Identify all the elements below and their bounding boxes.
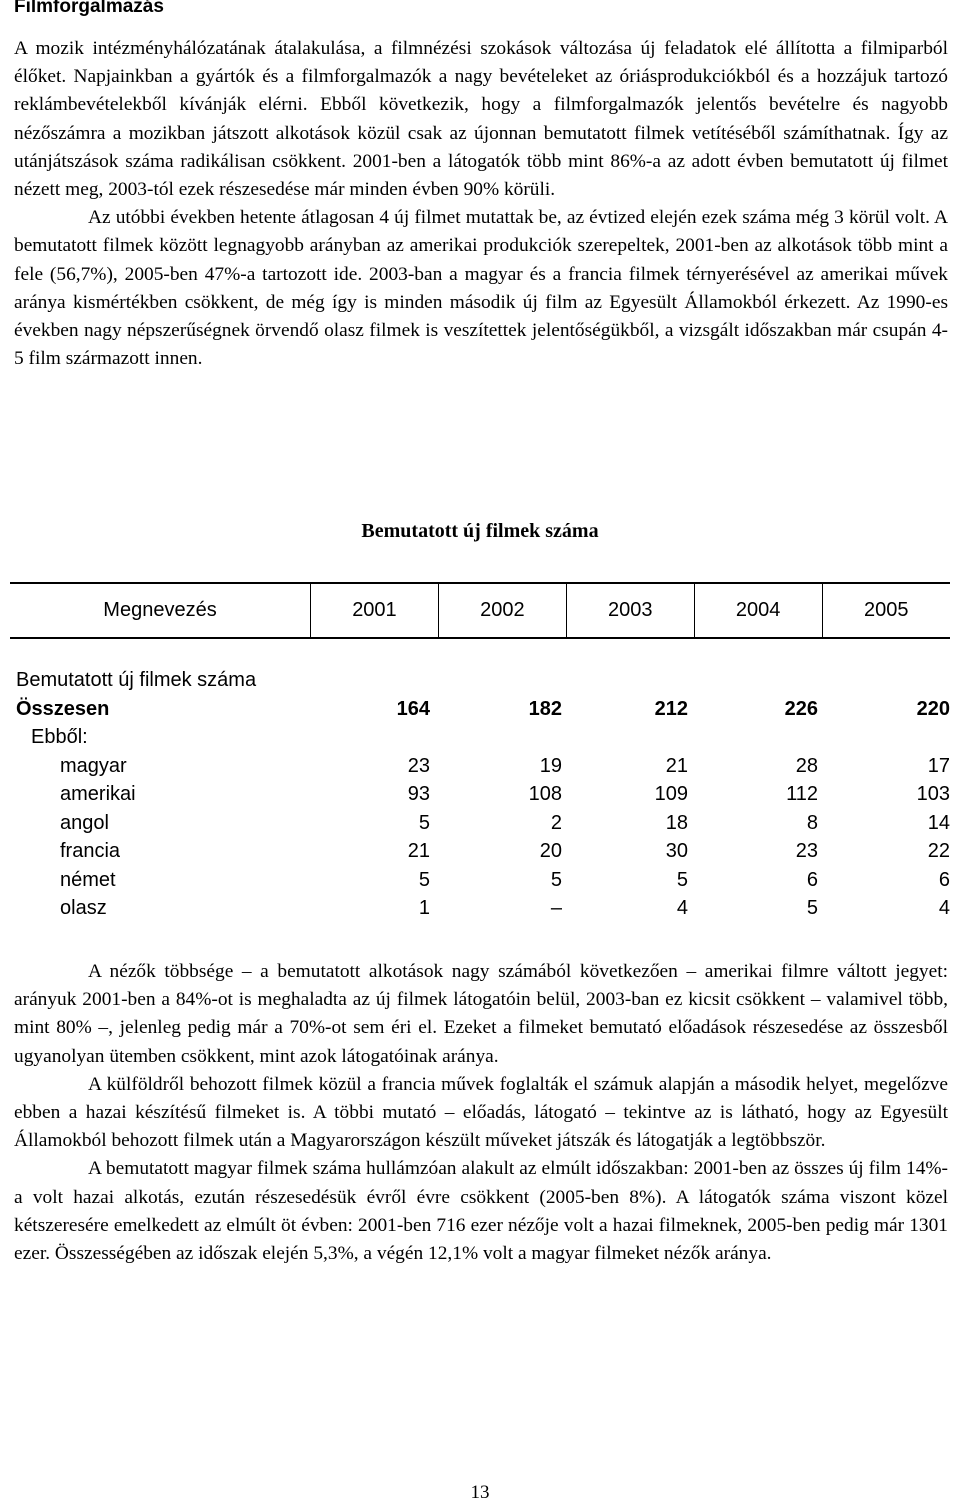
- table-total-row: [16, 695, 950, 724]
- table-cell: 22: [927, 840, 950, 862]
- paragraph: A mozik intézményhálózatának átalakulása, a filmnézési szokások változása új feladatok elé állította a filmiparból élőket. Napjainkban a gyártók és a filmforgalmazók a nagy bevételeket az óriásprodukciókból és a hozzájuk tartozó reklámbevételekből kívánják elérni. Ebből következik, hogy a filmforgalmazók jelentős bevételre és nagyobb nézőszámra a mozikban játszott alkotások közül csak az újonnan bemutatott filmek vetítéséből számíthatnak. Így az utánjátszások száma radikálisan csökkent. 2001-ben a látogatók több mint 86%-a az adott évben bemutatott új filmet nézett meg, 2003-tól ezek részesedése már minden évben 90% körüli.: [14, 38, 948, 201]
- table-row: [16, 780, 950, 809]
- table-cell: 93: [407, 783, 430, 805]
- table-cell: 20: [539, 840, 562, 862]
- table-cell: 23: [407, 754, 430, 777]
- row-label: angol: [60, 811, 109, 834]
- paragraph: A külföldről behozott filmek közül a francia művek foglalták el számuk alapján a második helyet, megelőzve ebben a hazai készítésű filmeket is. A többi mutató – előadás, látogató – tekintve az is látható, hogy az Egyesült Államokból behozott filmek után a Magyarországon készült műveket játszák és látogatják a legtöbbször.: [14, 1073, 948, 1152]
- header-cell-year: 2001: [311, 583, 439, 638]
- table-cell: 5: [550, 868, 562, 891]
- table-cell: 28: [795, 754, 818, 777]
- table-cell: 164: [396, 697, 430, 720]
- table-cell: 8: [806, 811, 818, 834]
- table-cell: 23: [795, 840, 818, 862]
- row-label: amerikai: [60, 783, 136, 805]
- table-cell: 19: [539, 754, 562, 777]
- table-row: [16, 809, 950, 838]
- table-cell: 17: [927, 754, 950, 777]
- table-row: [16, 752, 950, 781]
- row-label: magyar: [60, 754, 127, 777]
- table-cell: 6: [938, 868, 950, 891]
- table-title: Bemutatott új filmek száma: [361, 520, 599, 542]
- table-cell: 14: [927, 811, 950, 834]
- table-row: [16, 837, 950, 866]
- row-label: Összesen: [16, 697, 110, 720]
- table-cell: 212: [654, 697, 688, 720]
- table-header: [10, 582, 950, 639]
- header-cell-name: Megnevezés: [10, 583, 311, 638]
- paragraph: A nézők többsége – a bemutatott alkotások nagy számából következően – amerikai filmre váltott jegyet: arányuk 2001-ben a 84%-ot is meghaladta az új filmek látogatóin belül, 2003-ban ez kicsit csökkent – valamivel több, mint 80% –, jelenleg pedig már a 70%-ot sem éri el. Ezeket a filmeket bemutató előadások részesedése az összesből ugyanolyan ütemben csökkent, mint azok látogatóinak aránya.: [14, 961, 948, 1067]
- table-cell: 4: [938, 897, 950, 919]
- table-cell: 6: [806, 868, 818, 891]
- table-cell: 220: [916, 697, 950, 720]
- intro-text: [14, 35, 948, 373]
- table-body: [16, 666, 950, 923]
- paragraph: Az utóbbi években hetente átlagosan 4 új filmet mutattak be, az évtized elején ezek száma még 3 körül volt. A bemutatott filmek között legnagyobb arányban az amerikai produkciók szerepeltek, 2001-ben az alkotások több mint a fele (56,7%), 2005-ben 47%-a tartozott ide. 2003-ban a magyar és a francia filmek térnyerésével az amerikai művek aránya kismértékben csökkent, de még így is minden második új film az Egyesült Államokból érkezett. Az 1990-es években nagy népszerűségnek örvendő olasz filmek is veszítettek jelentőségükből, a vizsgált időszakban már csupán 4-5 film származott innen.: [14, 207, 948, 370]
- table-cell: 5: [418, 811, 430, 834]
- header-cell-year: 2004: [694, 583, 822, 638]
- page-number: 13: [470, 1482, 490, 1503]
- row-label: olasz: [60, 897, 107, 919]
- table-cell: 112: [786, 783, 818, 805]
- table-cell: 5: [676, 868, 688, 891]
- header-cell-year: 2003: [566, 583, 694, 638]
- analysis-text: [14, 958, 948, 1268]
- table-cell: 18: [665, 811, 688, 834]
- table-cell: 182: [528, 697, 562, 720]
- table-cell: 4: [676, 897, 688, 919]
- table-cell: 103: [916, 783, 950, 805]
- table-cell: 21: [665, 754, 688, 777]
- header-cell-year: 2002: [438, 583, 566, 638]
- table-cell: 30: [665, 840, 688, 862]
- paragraph: A bemutatott magyar filmek száma hullámzóan alakult az elmúlt időszakban: 2001-ben az összes új film 14%-a volt hazai alkotás, ezután részesedésük évről évre csökkent (2005-ben 8%). A látogatók száma viszont közel kétszeresére emelkedett az elmúlt öt évben: 2001-ben 716 ezer nézője volt a hazai filmeknek, 2005-ben pedig már 1301 ezer. Összességében az időszak elején 5,3%, a végén 12,1% volt a magyar filmeket nézők aránya.: [14, 1158, 948, 1265]
- section-heading: Filmforgalmazás: [14, 0, 164, 17]
- row-label: Bemutatott új filmek száma: [16, 669, 257, 691]
- table-cell: 21: [407, 840, 430, 862]
- table-row: [16, 894, 950, 923]
- header-cell-year: 2005: [822, 583, 950, 638]
- table-row: [16, 866, 950, 895]
- table-cell: 108: [528, 783, 562, 805]
- table-section-row: [16, 666, 950, 695]
- table-cell: 109: [654, 783, 688, 805]
- row-label: francia: [60, 840, 121, 862]
- row-label: Ebből:: [31, 726, 88, 748]
- table-subheading-row: [16, 723, 950, 752]
- table-cell: 5: [418, 868, 430, 891]
- table-cell: –: [550, 897, 562, 919]
- row-label: német: [60, 868, 116, 891]
- table-cell: 226: [784, 697, 818, 720]
- table-cell: 5: [806, 897, 818, 919]
- table-cell: 2: [550, 811, 562, 834]
- table-cell: 1: [418, 897, 430, 919]
